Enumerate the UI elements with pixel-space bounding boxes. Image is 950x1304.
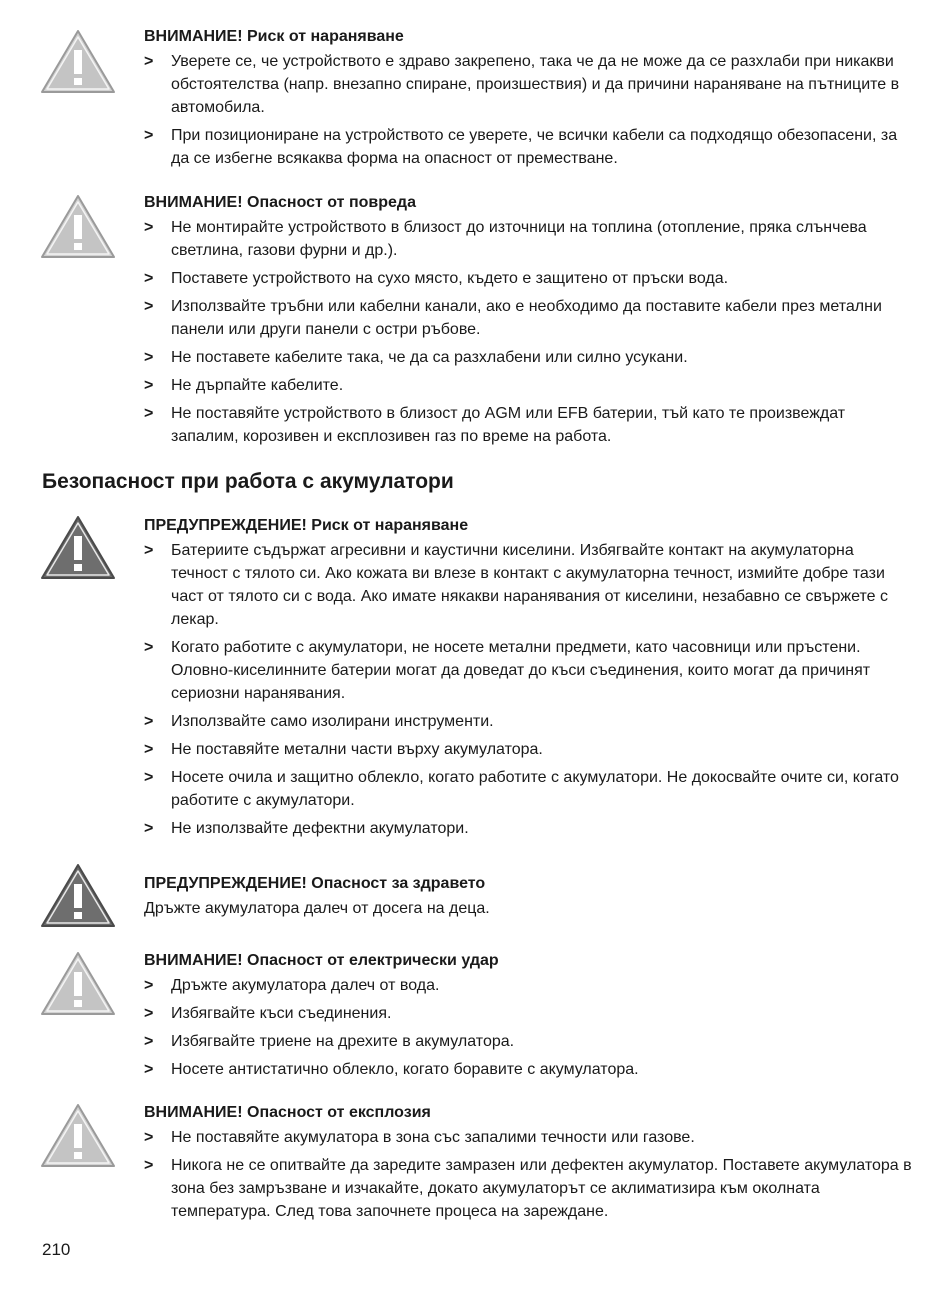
list-item: > Дръжте акумулатора далеч от вода. [144, 974, 914, 997]
warning-triangle-icon [40, 1102, 116, 1168]
bullet-arrow-icon: > [144, 1033, 154, 1050]
list-item: > Поставете устройството на сухо място, където е защитено от пръски вода. [144, 267, 914, 290]
block-heading: ВНИМАНИЕ! Опасност от експлозия [144, 1104, 431, 1121]
list-item: > Не поставете кабелите така, че да са разхлабени или силно усукани. [144, 346, 914, 369]
bullet-arrow-icon: > [144, 977, 154, 994]
warning-triangle-icon [40, 28, 116, 94]
block-heading: ПРЕДУПРЕЖДЕНИЕ! Риск от нараняване [144, 517, 469, 534]
bullet-arrow-icon: > [144, 639, 154, 656]
bullet-arrow-icon: > [144, 741, 154, 758]
bullet-list [144, 1126, 914, 1223]
list-item: > Използвайте само изолирани инструменти. [144, 710, 914, 733]
list-item: > Не дърпайте кабелите. [144, 374, 914, 397]
bullet-arrow-icon: > [144, 1061, 154, 1078]
list-item: > Не поставяйте метални части върху акумулатора. [144, 738, 914, 761]
warning-triangle-icon [40, 862, 116, 928]
block-heading: ВНИМАНИЕ! Опасност от електрически удар [144, 952, 499, 969]
bullet-list [144, 216, 914, 448]
bullet-arrow-icon: > [144, 1157, 154, 1174]
list-item: > Използвайте тръбни или кабелни канали, ако е необходимо да поставите кабели през метални панели или други панели с остри ръбове. [144, 295, 914, 341]
block-text: Дръжте акумулатора далеч от досега на деца. [144, 900, 490, 917]
warning-triangle-icon [40, 950, 116, 1016]
section-title: Безопасност при работа с акумулатори [42, 470, 454, 493]
bullet-arrow-icon: > [144, 1005, 154, 1022]
list-item: > Избягвайте триене на дрехите в акумулатора. [144, 1030, 914, 1053]
bullet-arrow-icon: > [144, 377, 154, 394]
list-item: > Не поставяйте акумулатора в зона със запалими течности или газове. [144, 1126, 914, 1149]
bullet-arrow-icon: > [144, 820, 154, 837]
list-item: > Не използвайте дефектни акумулатори. [144, 817, 914, 840]
list-item: > При позициониране на устройството се уверете, че всички кабели са подходящо обезопасени, за да се избегне всякаква форма на опасност от преместване. [144, 124, 914, 170]
bullet-arrow-icon: > [144, 405, 154, 422]
bullet-arrow-icon: > [144, 127, 154, 144]
bullet-list [144, 539, 914, 840]
warning-triangle-icon [40, 514, 116, 580]
block-heading: ВНИМАНИЕ! Риск от нараняване [144, 28, 404, 45]
bullet-list [144, 974, 914, 1081]
bullet-arrow-icon: > [144, 542, 154, 559]
bullet-arrow-icon: > [144, 219, 154, 236]
bullet-arrow-icon: > [144, 270, 154, 287]
bullet-arrow-icon: > [144, 1129, 154, 1146]
page-number: 210 [42, 1240, 71, 1259]
list-item: > Избягвайте къси съединения. [144, 1002, 914, 1025]
list-item: > Носете очила и защитно облекло, когато работите с акумулатори. Не докосвайте очите си, когато работите с акумулатори. [144, 766, 914, 812]
block-heading: ПРЕДУПРЕЖДЕНИЕ! Опасност за здравето [144, 875, 486, 892]
bullet-list [144, 50, 914, 170]
list-item: > Когато работите с акумулатори, не носете метални предмети, като часовници или пръстени. Оловно-киселинните батерии могат да доведат до къси съединения, които могат да причинят сериозни наранявания. [144, 636, 914, 705]
bullet-arrow-icon: > [144, 298, 154, 315]
bullet-arrow-icon: > [144, 53, 154, 70]
bullet-arrow-icon: > [144, 349, 154, 366]
list-item: > Никога не се опитвайте да заредите замразен или дефектен акумулатор. Поставете акумулатора в зона без замръзване и изчакайте, докато акумулаторът се аклиматизира към околната температура. След това започнете процеса на зареждане. [144, 1154, 914, 1223]
list-item: > Уверете се, че устройството е здраво закрепено, така че да не може да се разхлаби при никакви обстоятелства (напр. внезапно спиране, произшествия) и да причини нараняване на пътниците в автомобила. [144, 50, 914, 119]
bullet-arrow-icon: > [144, 769, 154, 786]
list-item: > Носете антистатично облекло, когато боравите с акумулатора. [144, 1058, 914, 1081]
list-item: > Не поставяйте устройството в близост до AGM или EFB батерии, тъй като те произвеждат запалим, корозивен и експлозивен газ по време на работа. [144, 402, 914, 448]
bullet-arrow-icon: > [144, 713, 154, 730]
warning-triangle-icon [40, 193, 116, 259]
list-item: > Не монтирайте устройството в близост до източници на топлина (отопление, пряка слънчева светлина, газови фурни и др.). [144, 216, 914, 262]
block-heading: ВНИМАНИЕ! Опасност от повреда [144, 194, 416, 211]
list-item: > Батериите съдържат агресивни и каустични киселини. Избягвайте контакт на акумулаторна течност с тялото си. Ако кожата ви влезе в контакт с акумулаторна течност, измийте добре тази част от тялото си с вода. Ако имате някакви наранявания от киселини, незабавно се свържете с лекар. [144, 539, 914, 631]
